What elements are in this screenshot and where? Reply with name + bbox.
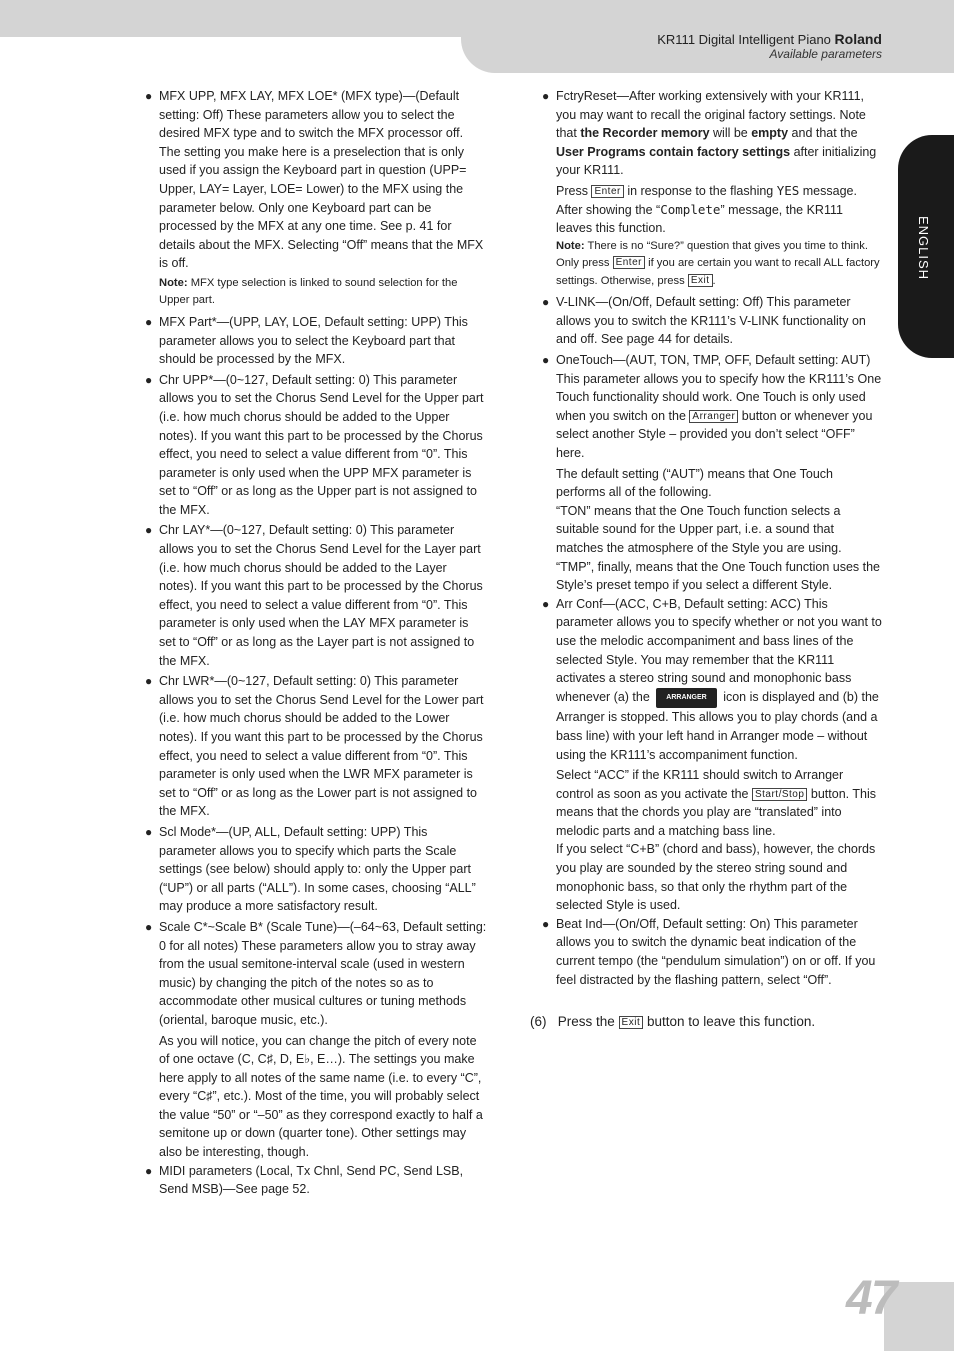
param-chr-lay: ● Chr LAY*—(0~127, Default setting: 0) This parameter allows you to set the Chorus Send Level for the Layer part (i.e. how much chorus should be added to the Layer notes). If you want this part to be processed by the Chorus effect, you need to select a value different from “0”. This parameter is only used when the LAY MFX parameter is set to “Off” or as long as the Layer part is not assigned to the MFX.	[145, 523, 483, 668]
param-beat-ind: ● Beat Ind—(On/Off, Default setting: On) This parameter allows you to switch the dynamic beat indication of the current tempo (the “pendulum simulation”) on or off. If you feel distracted by the flashing pattern, select “Off”.	[542, 916, 876, 987]
param-midi: ● MIDI parameters (Local, Tx Chnl, Send PC, Send LSB, Send MSB)—See page 52.	[145, 1163, 464, 1197]
bullet-icon: ●	[145, 919, 153, 934]
enter-key: Enter	[613, 256, 645, 269]
bullet-icon: ●	[542, 89, 550, 103]
brand-logo: Roland	[834, 31, 882, 47]
bullet-icon: ●	[542, 295, 550, 310]
paragraph: Press Enter in response to the flashing YES message. After showing the “Complete” message, the KR111 leaves this function.	[556, 182, 857, 236]
bullet-icon: ●	[145, 674, 153, 689]
param-scale-tune: ● Scale C*~Scale B* (Scale Tune)—(–64~63, Default setting: 0 for all notes) These parameters allow you to stray away from the usual semitone-interval scale (used in western music) by changing the pitch of the notes so as to accommodate other musical cultures or tuning methods (oriental, baroque music, etc.).	[145, 919, 487, 1027]
param-chr-lwr: ● Chr LWR*—(0~127, Default setting: 0) This parameter allows you to set the Chorus Send Level for the Lower part (i.e. how much chorus should be added to the Lower notes). If you want this part to be processed by the Chorus effect, you need to select a value different from “0”. This parameter is only used when the LWR MFX parameter is set to “Off” or as long as the Lower part is not assigned to the MFX.	[145, 674, 484, 819]
arranger-icon: ARRANGER	[656, 688, 716, 709]
lcd-complete: Complete	[660, 201, 721, 217]
header-section: Available parameters	[769, 47, 882, 61]
start-stop-key: Start/Stop	[752, 788, 807, 801]
exit-key: Exit	[688, 274, 713, 287]
param-v-link: ● V-LINK—(On/Off, Default setting: Off) This parameter allows you to switch the KR111’s V-LINK functionality on and off. See page 44 for details.	[542, 295, 866, 347]
paragraph: Select “ACC” if the KR111 should switch to Arranger control as soon as you activate the Start/Stop button. This means that the chords you play are “translated” into melodic parts and a matching bass line.	[556, 768, 876, 838]
arranger-key: Arranger	[689, 410, 738, 423]
bullet-icon: ●	[542, 596, 550, 611]
bullet-icon: ●	[145, 1163, 153, 1178]
step-6: (6) Press the Exit button to leave this function.	[530, 1014, 816, 1029]
param-mfx-part: ● MFX Part*—(UPP, LAY, LOE, Default setting: UPP) This parameter allows you to select the Keyboard part that should be processed by the MFX.	[145, 314, 468, 367]
page-number: 47	[846, 1272, 896, 1325]
exit-key: Exit	[619, 1016, 644, 1029]
paragraph: “TON” means that the One Touch function selects a suitable sound for the Upper part, i.e. a sound that matches the atmosphere of the Style you are using.	[556, 503, 842, 555]
note: Note: MFX type selection is linked to sound selection for the Upper part.	[159, 276, 458, 307]
bullet-icon: ●	[542, 916, 550, 931]
paragraph: If you select “C+B” (chord and bass), however, the chords you play are sounded by the stereo string sound and monophonic bass, so that only the rhythm part of the selected Style is used.	[556, 842, 876, 913]
param-fctry-reset: ● FctryReset—After working extensively with your KR111, you may want to recall the original factory settings. Note that the Recorder memory will be empty and that the User Programs contain factory settings after initializing your KR111.	[542, 89, 877, 178]
bullet-icon: ●	[145, 523, 153, 538]
param-scl-mode: ● Scl Mode*—(UP, ALL, Default setting: UPP) This parameter allows you to specify which parts the Scale settings (see below) should apply to: only the Upper part (“UP”) or all parts (“ALL”). In some cases, choosing “ALL” may produce a more satisfactory result.	[145, 824, 476, 914]
paragraph: The default setting (“AUT”) means that One Touch performs all of the following.	[556, 466, 833, 500]
bullet-icon: ●	[145, 314, 153, 329]
left-column	[145, 87, 487, 1201]
language-label: ENGLISH	[916, 216, 931, 281]
param-mfx-type: ● MFX UPP, MFX LAY, MFX LOE* (MFX type)—(Default setting: Off) These parameters allow you to select the desired MFX type and to switch the MFX processor off. The setting you make here is a preselection that is only used if you assign the Keyboard part in question (UPP= Upper, LAY= Layer, LOE= Lower) to the MFX using the parameter below. Only one Keyboard part can be processed by the MFX at any one time. See p. 41 for details about the MFX. Selecting “Off” means that the MFX is off.	[145, 89, 484, 271]
note: Note: There is no “Sure?” question that gives you time to think. Only press Enter if you are certain you want to recall ALL factory settings. Otherwise, press Exit .	[556, 239, 880, 287]
bullet-icon: ●	[145, 89, 153, 103]
bullet-icon: ●	[542, 353, 550, 368]
bullet-icon: ●	[145, 372, 153, 387]
paragraph: “TMP”, finally, means that the One Touch function uses the Style’s preset tempo if you select a different Style.	[556, 559, 881, 593]
paragraph: As you will notice, you can change the pitch of every note of one octave (C, C♯, D, E♭, E…). The settings you make here apply to all notes of the same name (i.e. to every “C”, every “C♯”, etc.). Most of the time, you will probably select the value “50” or “–50” as they correspond exactly to half a semitone up or down (quarter tone). Other settings may also be interesting, though.	[159, 1033, 483, 1160]
header-title: KR111 Digital Intelligent Piano Roland	[657, 31, 882, 47]
lcd-yes: YES	[776, 182, 800, 198]
param-arr-conf: ● Arr Conf—(ACC, C+B, Default setting: ACC) This parameter allows you to specify whether or not you want to use the melodic accompaniment and bass lines of the selected Style. You may remember that the KR111 activates a stereo string sound and monophonic bass whenever (a) the ARRANGER icon is displayed and (b) the Arranger is stopped. This allows you to play chords (and a bass line) with your left hand in Arranger mode – without using the KR111’s accompaniment function.	[542, 596, 882, 762]
bullet-icon: ●	[145, 824, 153, 839]
param-chr-upp: ● Chr UPP*—(0~127, Default setting: 0) This parameter allows you to set the Chorus Send Level for the Upper part (i.e. how much chorus should be added to the Upper notes). If you want this part to be processed by the Chorus effect, you need to select a value different from “0”. This parameter is only used when the UPP MFX parameter is set to “Off” or as long as the Upper part is not assigned to the MFX.	[145, 372, 484, 517]
right-column	[542, 87, 882, 991]
param-onetouch: ● OneTouch—(AUT, TON, TMP, OFF, Default setting: AUT) This parameter allows you to specify how the KR111’s One Touch functionality should work. One Touch is only used when you switch on the Arranger button or whenever you select another Style – provided you don’t select “OFF” here.	[542, 353, 882, 460]
enter-key: Enter	[591, 185, 623, 198]
